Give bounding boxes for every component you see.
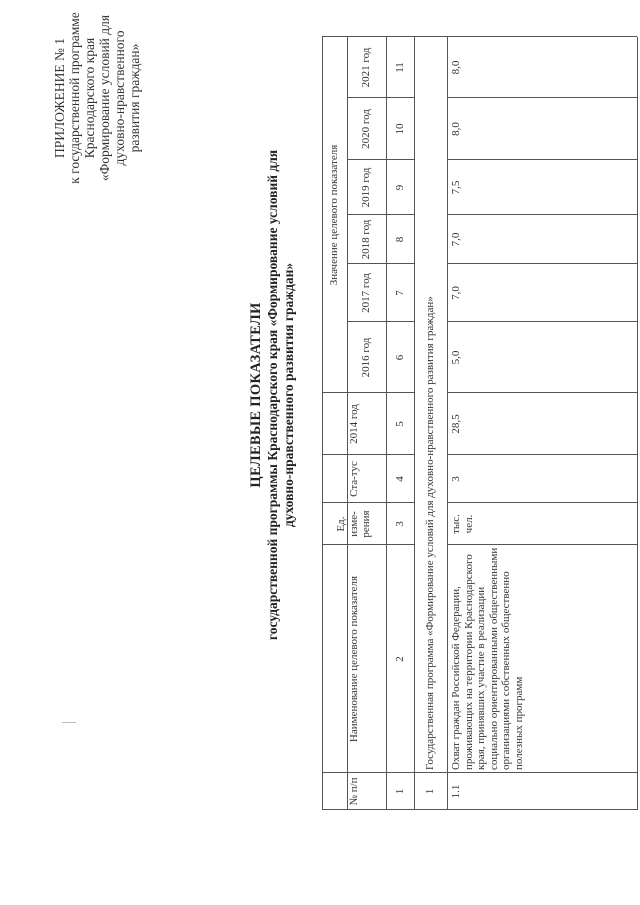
section-num: 1 <box>424 788 437 795</box>
document-title: ЦЕЛЕВЫЕ ПОКАЗАТЕЛИ <box>248 302 264 488</box>
header-year: 2021 год <box>360 47 373 88</box>
col-number: 2 <box>393 656 406 662</box>
header-name: Наименование целевого показателя <box>347 575 360 743</box>
col-number: 3 <box>393 521 406 527</box>
col-number: 9 <box>393 184 406 191</box>
col-number: 6 <box>393 354 406 361</box>
appendix-line: к государственной программе <box>67 12 82 184</box>
subtitle-line: государственной программы Краснодарского края «Формирование условий для <box>265 149 280 641</box>
row-value: 8,0 <box>450 122 462 136</box>
row-value: 5,0 <box>450 350 462 365</box>
appendix-line: духовно-нравственного <box>112 30 127 166</box>
header-num: № п/п <box>347 777 360 806</box>
appendix-line: Краснодарского края <box>82 37 97 159</box>
header-year: 2016 год <box>360 337 373 378</box>
header-year: 2019 год <box>360 167 373 208</box>
row-value: 7,5 <box>450 180 462 195</box>
header-unit: Ед. изме-рения <box>335 510 373 538</box>
appendix-line: развития граждан» <box>127 43 142 153</box>
header-year: 2018 год <box>360 219 373 260</box>
header-status: Ста-тус <box>347 461 360 497</box>
row-status: 3 <box>450 476 462 482</box>
col-number: 1 <box>393 788 406 795</box>
subtitle-line: духовно-нравственного развития граждан» <box>281 262 296 528</box>
header-year: 2020 год <box>360 109 373 149</box>
col-number: 8 <box>393 236 406 243</box>
col-number: 5 <box>393 421 406 427</box>
col-number: 10 <box>393 123 406 135</box>
col-number: 11 <box>393 62 406 73</box>
col-number: 4 <box>393 476 406 482</box>
row-value-2014: 28,5 <box>450 414 462 434</box>
header-2014: 2014 год <box>347 404 360 444</box>
row-value: 8,0 <box>450 60 462 75</box>
section-title: Государственная программа «Формирование условий для духовно-нравственного развития граждан» <box>424 296 437 770</box>
row-value: 7,0 <box>450 232 462 247</box>
row-name: Охват граждан Российской Федерации, проживающих на территории Краснодарского края, принявших участие в реализации социально ориентированными общественными организациями собственных общественно полезных программ <box>450 547 525 770</box>
row-unit: тыс. чел. <box>450 514 475 534</box>
header-year: 2017 год <box>360 273 373 313</box>
row-num: 1.1 <box>450 784 462 799</box>
header-values-group: Значение целевого показателя <box>328 144 341 286</box>
col-number: 7 <box>393 290 406 296</box>
appendix-line: ПРИЛОЖЕНИЕ № 1 <box>52 37 67 159</box>
scan-artifact <box>62 722 76 723</box>
row-value: 7,0 <box>450 286 462 300</box>
appendix-line: «Формирование условий для <box>97 14 112 182</box>
